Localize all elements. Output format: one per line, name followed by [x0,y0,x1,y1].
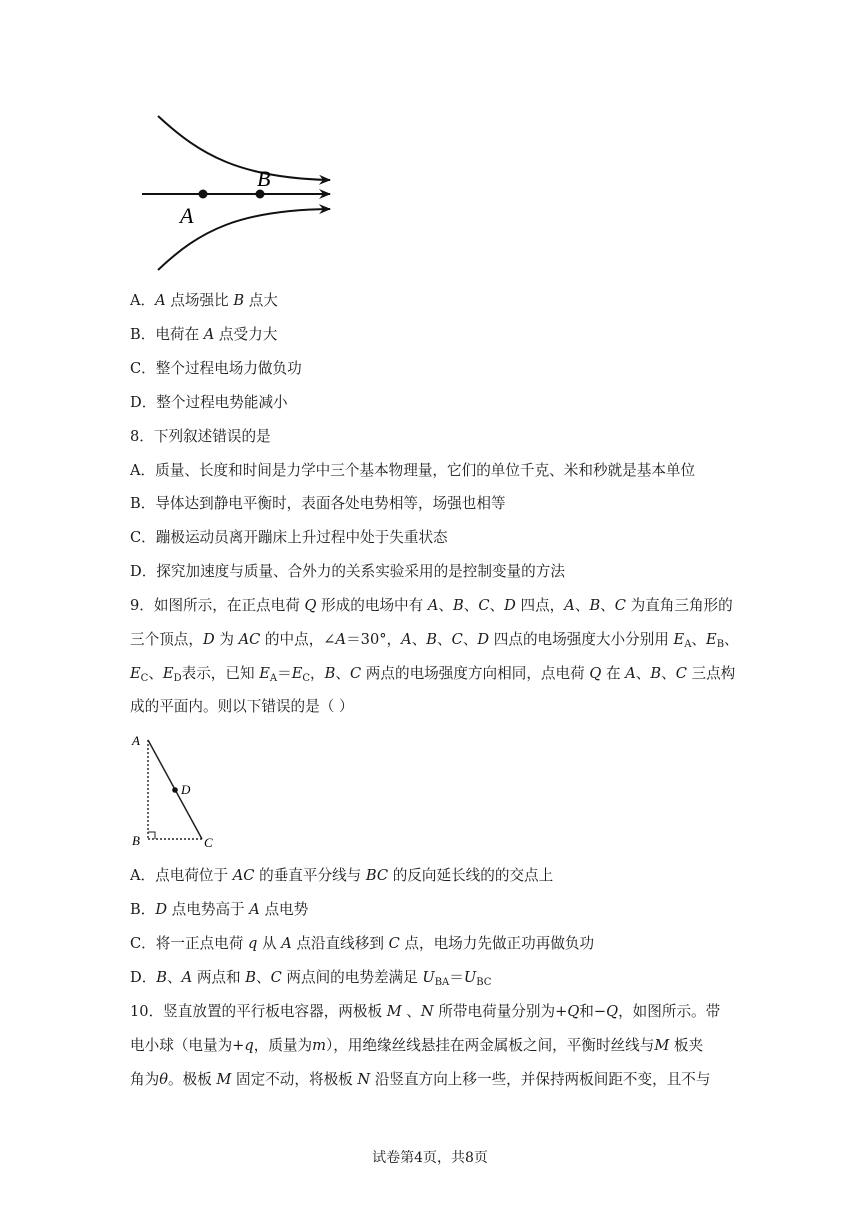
text-run: 的垂直平分线与 [254,867,366,884]
text-run: 、 [724,631,739,648]
math-symbol: C [349,665,362,682]
math-symbol: M [386,1003,402,1020]
math-symbol: U [463,969,477,986]
q7-option-a [130,291,278,311]
math-symbol: A [564,597,575,614]
text-run: 为 [214,631,239,648]
math-symbol: E [291,665,303,682]
math-symbol: E [162,665,174,682]
text-run: 、 [335,665,350,682]
vertex-a-label: A [132,733,140,748]
text-run: ，如图所示。带 [618,1003,721,1020]
text-run: 点电势高于 [167,901,250,918]
subscript: A [684,639,692,650]
text-run: ），用绝缘丝线悬挂在两金属板之间，平衡时丝线与 [325,1037,655,1054]
text-run: 点场强比 [165,292,234,309]
point-d [172,787,178,793]
text-run: 点受力大 [214,326,278,343]
math-symbol: A [155,292,166,309]
math-symbol: Q [304,597,317,614]
text-run: ，质量为 [253,1037,313,1054]
math-symbol: q [247,935,258,952]
subscript: C [302,673,311,684]
subscript: D [173,673,182,684]
text-run: 点电势 [259,901,309,918]
math-symbol: C [451,631,463,648]
text-run: 点沿直线移到 [291,935,389,952]
text-run: 板夹 [669,1037,704,1054]
math-symbol: D [477,631,490,648]
text-run: 形成的电场中有 [316,597,428,614]
q7-option-b [130,325,277,345]
math-symbol: A [181,969,193,986]
right-angle-mark [148,832,155,839]
text-run: 四点， [515,597,565,614]
upper-field-line [158,116,330,180]
subscript: BC [476,977,492,988]
text-run: 、 [401,1003,421,1020]
field-lines-figure [130,110,350,280]
math-symbol: C [478,597,490,614]
option-letter: C． [130,360,156,377]
math-symbol: B [589,597,601,614]
text-run: 10．竖直放置的平行板电容器，两极板 [130,1003,387,1020]
q10-stem-line-1 [130,1002,720,1022]
text-run: 的中点，∠ [260,631,336,648]
math-symbol: D [202,631,215,648]
text-run: 、 [462,631,478,648]
text-run: 、 [463,597,479,614]
text-run: ， [310,665,325,682]
math-symbol: E [706,631,717,648]
math-symbol: B [156,969,168,986]
text-run: 、 [148,665,163,682]
page-footer: 试卷第4页，共8页 [372,1150,488,1166]
math-symbol: B [245,969,256,986]
text-run: 将一正点电荷 [155,935,248,952]
text-run: 、 [411,631,427,648]
math-symbol: C [388,935,400,952]
math-symbol: A [249,901,260,918]
q7-option-c [130,359,302,379]
vertex-c-label: C [204,835,213,850]
text-run: 9．如图所示，在正点电荷 [130,597,305,614]
text-run: 四点的电场强度大小分别用 [489,631,674,648]
math-symbol: U [422,969,435,986]
text-run: 电荷在 [155,326,204,343]
math-symbol: N [420,1003,434,1020]
option-letter: B． [130,326,156,343]
text-run: 、 [255,969,271,986]
point-a-label: A [180,203,194,228]
q8-option-b: B．导体达到静电平衡时，表面各处电势相等，场强也相等 [130,495,506,512]
q8-option-c: C．蹦极运动员离开蹦床上升过程中处于失重状态 [130,529,448,546]
q8-option-a: A．质量、长度和时间是力学中三个基本物理量，它们的单位千克、米和秒就是基本单位 [130,462,696,479]
point-a [199,190,208,199]
math-symbol: B [453,597,464,614]
text-run: 三个顶点， [130,631,203,648]
q10-stem-line-3 [130,1070,711,1090]
text-run: 三点构 [686,665,736,682]
option-letter: D． [130,969,157,986]
text-run: 从 [257,935,282,952]
math-symbol: E [130,665,141,682]
point-d-label: D [181,782,191,797]
text-run: 两点的电场强度方向相同，点电荷 [361,665,590,682]
q9-stem-line-2 [130,630,739,655]
text-run: 在 [601,665,626,682]
text-run: 沿竖直方向上移一些，并保持两板间距不变，且不与 [370,1071,711,1088]
math-symbol: m [312,1037,326,1054]
q7-option-d [130,393,288,413]
q9-option-c [130,934,594,954]
math-symbol: A [281,935,292,952]
subscript: A [269,673,278,684]
text-run: 固定不动，将极板 [231,1071,358,1088]
math-symbol: AC [238,631,261,648]
point-b-label: B [257,166,271,191]
math-symbol: AC [232,867,255,884]
q8-stem: 8．下列叙述错误的是 [130,428,271,445]
math-symbol: B [426,631,438,648]
math-symbol: Q [589,665,602,682]
text-run: 为直角三角形的 [625,597,733,614]
text-run: ＝ [277,665,292,682]
text-run: 、 [691,631,707,648]
option-letter: C． [130,935,156,952]
text-run: 、 [635,665,651,682]
math-symbol: C [270,969,282,986]
text-run: ＝30°， [346,631,402,648]
q9-option-d [130,968,491,993]
text-run: 、 [167,969,182,986]
q9-option-a [130,866,553,886]
text-run: 、 [600,597,615,614]
math-symbol: M [654,1037,670,1054]
q10-stem-line-2 [130,1036,703,1056]
math-symbol: B [233,292,245,309]
q9-option-b [130,900,308,920]
text-run: 表示，已知 [181,665,260,682]
text-run: 。极板 [168,1071,217,1088]
option-letter: A． [130,867,156,884]
math-symbol: A [625,665,636,682]
text-run: 电小球（电量为+ [130,1037,245,1054]
text-run: 点大 [244,292,278,309]
text-run: ＝ [449,969,464,986]
text-run: 整个过程电场力做负功 [155,360,302,377]
math-symbol: B [324,665,336,682]
text-run: 所带电荷量分别为+ [433,1003,568,1020]
q9-stem-line-3 [130,664,735,689]
option-letter: B． [130,901,156,918]
subscript: B [716,639,725,650]
q8-option-d: D．探究加速度与质量、合外力的关系实验采用的是控制变量的方法 [130,563,565,580]
text-run: 整个过程电势能减小 [156,394,288,411]
subscript: BA [434,977,450,988]
math-symbol: BC [365,867,389,884]
math-symbol: C [614,597,626,614]
text-run: 角为 [130,1071,160,1088]
math-symbol: A [203,326,215,343]
math-symbol: q [244,1037,254,1054]
math-symbol: C [675,665,687,682]
math-symbol: E [673,631,685,648]
text-run: 、 [574,597,590,614]
option-letter: D． [130,394,157,411]
text-run: 、 [438,597,454,614]
text-run: 和− [579,1003,607,1020]
text-run: 点电荷位于 [155,867,233,884]
math-symbol: A [335,631,347,648]
math-symbol: Q [606,1003,619,1020]
vertex-b-label: B [132,833,140,848]
text-run: 、 [489,597,505,614]
math-symbol: M [216,1071,232,1088]
text-run: 的反向延长线的的交点上 [388,867,554,884]
q9-stem-line-4 [130,697,354,717]
subscript: C [140,673,149,684]
math-symbol: D [504,597,516,614]
text-run: 两点和 [192,969,246,986]
math-symbol: Q [567,1003,580,1020]
math-symbol: E [259,665,270,682]
math-symbol: B [650,665,662,682]
math-symbol: A [401,631,412,648]
text-run: 点，电场力先做正功再做负功 [399,935,595,952]
text-run: 、 [437,631,452,648]
math-symbol: A [427,597,439,614]
text-run: 、 [661,665,676,682]
option-letter: A． [130,292,156,309]
math-symbol: D [155,901,168,918]
math-symbol: θ [159,1071,168,1088]
triangle-figure [128,728,228,853]
math-symbol: N [357,1071,371,1088]
text-run: 两点间的电势差满足 [281,969,423,986]
text-run: 成的平面内。则以下错误的是（ ） [130,698,354,715]
q9-stem-line-1 [130,596,733,616]
